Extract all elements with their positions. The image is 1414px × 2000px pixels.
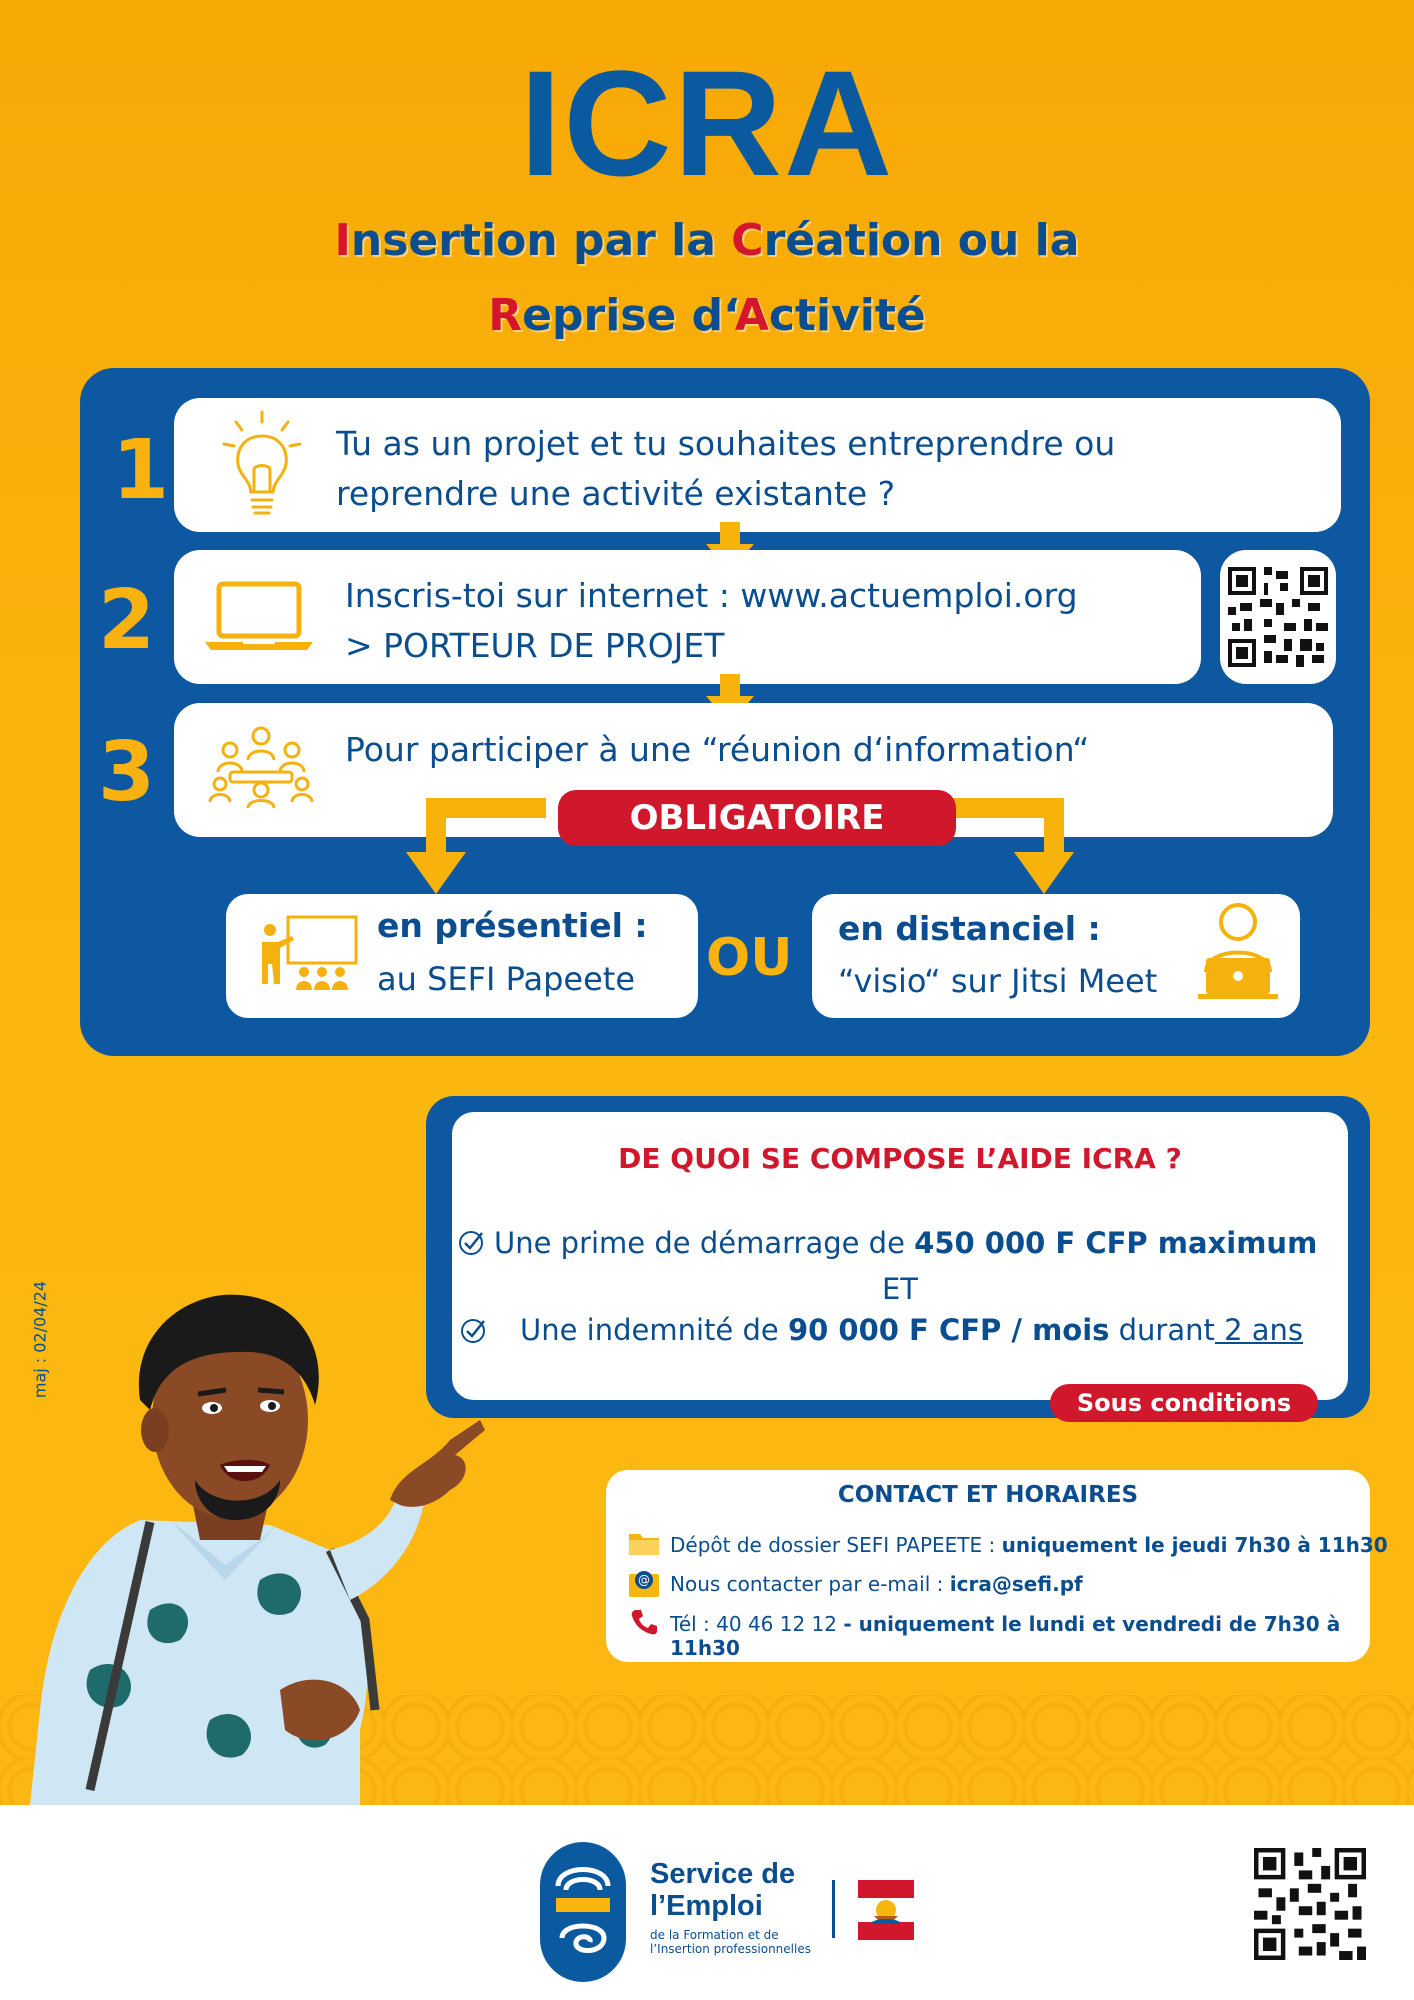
contact-deposit: Dépôt de dossier SEFI PAPEETE : uniquement le jeudi 7h30 à 11h30 — [670, 1533, 1388, 1557]
subtitle-line-1: Insertion par la Création ou la — [334, 215, 1080, 266]
phone-icon — [630, 1608, 658, 1636]
laptop-icon — [203, 580, 315, 652]
check-icon — [458, 1230, 484, 1256]
presentiel-title: en présentiel : — [377, 906, 648, 945]
footer-org-subtitle: de la Formation et de l’Insertion professionnelles — [650, 1928, 811, 1956]
step-1-text: Tu as un projet et tu souhaites entreprendre ou reprendre une activité existante ? — [336, 424, 1116, 513]
remote-user-laptop-icon — [1198, 902, 1278, 1000]
qr-code-icon[interactable] — [1228, 567, 1328, 667]
step-2-text: Inscris-toi sur internet : www.actuemploi.org > PORTEUR DE PROJET — [345, 576, 1078, 665]
conditions-badge: Sous conditions — [1050, 1384, 1318, 1422]
lightbulb-icon — [222, 410, 302, 522]
footer-divider — [832, 1880, 835, 1938]
presentation-icon — [258, 914, 360, 992]
aid-item-2: Une indemnité de 90 000 F CFP / mois durant 2 ans — [520, 1313, 1304, 1347]
distanciel-title: en distanciel : — [838, 909, 1101, 948]
page-title: ICRA — [519, 39, 895, 207]
meeting-group-icon — [208, 726, 314, 808]
folder-icon — [628, 1530, 660, 1556]
aid-heading: DE QUOI SE COMPOSE L’AIDE ICRA ? — [618, 1142, 1182, 1175]
subtitle-line-2: Reprise d‘Activité — [488, 290, 926, 341]
email-icon — [628, 1568, 660, 1598]
contact-phone: Tél : 40 46 12 12 - uniquement le lundi et vendredi de 7h30 à 11h30 — [670, 1612, 1341, 1660]
contact-heading: CONTACT ET HORAIRES — [837, 1482, 1139, 1508]
distanciel-detail: “visio“ sur Jitsi Meet — [838, 962, 1158, 1000]
footer-org-name: Service de l’Emploi — [650, 1858, 796, 1922]
man-pointing-illustration — [30, 1290, 550, 1805]
footer-qr-code-icon[interactable] — [1254, 1848, 1366, 1960]
step-1-number: 1 — [112, 423, 170, 518]
step-3-text: Pour participer à une “réunion d‘information“ — [345, 730, 1090, 769]
obligatoire-badge: OBLIGATOIRE — [558, 790, 956, 846]
or-separator: OU — [706, 928, 793, 988]
aid-item-1: Une prime de démarrage de 450 000 F CFP maximum — [494, 1226, 1318, 1260]
polynesia-emblem-icon — [858, 1880, 914, 1940]
aid-connector: ET — [881, 1272, 919, 1306]
svg-text:@: @ — [638, 1573, 650, 1587]
contact-email: Nous contacter par e-mail : icra@sefi.pf — [670, 1572, 1083, 1596]
step-2-number: 2 — [98, 573, 156, 668]
step-3-number: 3 — [98, 725, 156, 820]
sefi-logo-icon — [540, 1842, 626, 1982]
presentiel-detail: au SEFI Papeete — [377, 960, 635, 998]
update-date: maj : 02/04/24 — [30, 1280, 50, 1399]
